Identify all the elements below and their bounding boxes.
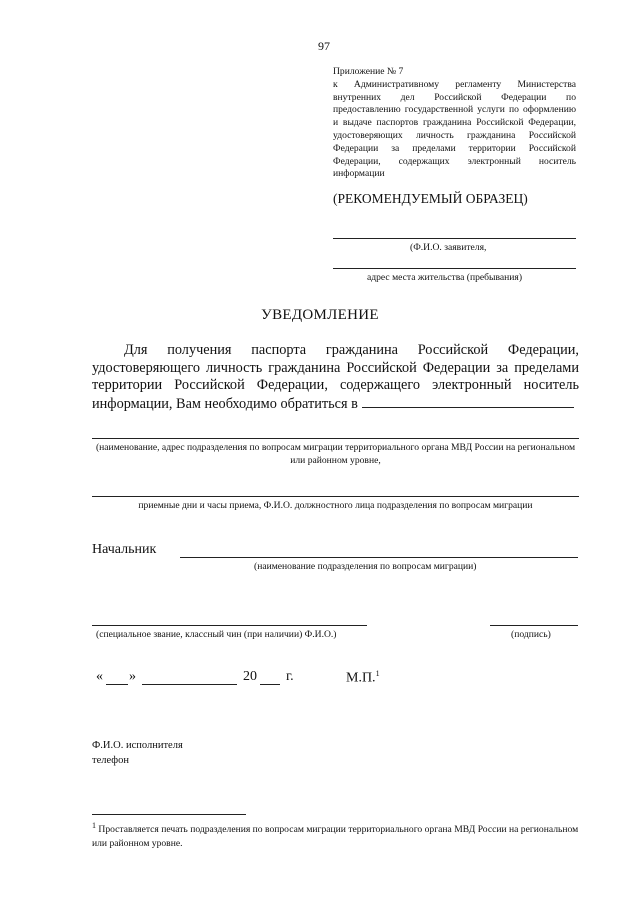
executor-phone: телефон [92,755,129,766]
body-text: Для получения паспорта гражданина Российской Федерации, удостоверяющего личность гражданина Российской Федерации за пределами территории Российской Федерации, содержащего электронный носитель информации, Вам необходимо обратиться в [92,342,579,412]
footnote-mark: 1 [92,821,96,830]
applicant-name-caption: (Ф.И.О. заявителя, [410,242,487,253]
seal-text: М.П. [346,670,376,686]
destination-fill-line [362,395,574,408]
chief-label: Начальник [92,542,157,557]
date-open-quote: « [96,669,103,684]
date-year-suffix: г. [286,669,294,684]
body-paragraph [92,342,579,413]
footnote [92,819,582,850]
date-close-quote: » [129,669,136,684]
annex-text: к Административному регламенту Министерства внутренних дел Российской Федерации по предоставлению государственной услуги по оформлению и выдаче паспортов гражданина Российской Федерации, удостоверяющих личность гражданина Российской Федерации за пределами территории Российской Федерации, содержащих электронный носитель информации [333,78,576,180]
seal-label [346,669,380,687]
footnote-text: Проставляется печать подразделения по вопросам миграции территориального органа МВД России на региональном или районном уровне. [92,824,579,849]
date-year-prefix: 20 [243,669,257,684]
sample-label: (РЕКОМЕНДУЕМЫЙ ОБРАЗЕЦ) [333,191,528,206]
applicant-address-caption: адрес места жительства (пребывания) [367,272,523,283]
rank-caption: (специальное звание, классный чин (при наличии) Ф.И.О.) [96,629,337,640]
document-title: УВЕДОМЛЕНИЕ [261,307,379,323]
date-year-line [260,684,280,685]
date-day-line [106,684,128,685]
page-number: 97 [318,39,330,53]
signature-line [490,625,578,626]
unit-caption: (наименование, адрес подразделения по вопросам миграции территориального органа МВД России на региональном или районном уровне, [95,442,576,466]
unit-line [92,438,579,439]
applicant-address-line [333,268,576,269]
annex-block [333,66,576,181]
executor-name: Ф.И.О. исполнителя [92,740,183,751]
seal-footnote-mark: 1 [375,669,380,678]
annex-heading: Приложение № 7 [333,66,404,77]
footnote-separator [92,814,246,815]
rank-line [92,625,367,626]
chief-unit-caption: (наименование подразделения по вопросам миграции) [254,561,477,572]
executor-block [92,738,183,768]
chief-unit-line [180,557,578,558]
applicant-name-line [333,238,576,239]
reception-line [92,496,579,497]
signature-caption: (подпись) [511,629,551,640]
date-month-line [142,684,237,685]
reception-caption: приемные дни и часы приема, Ф.И.О. должностного лица подразделения по вопросам миграции [138,500,533,511]
